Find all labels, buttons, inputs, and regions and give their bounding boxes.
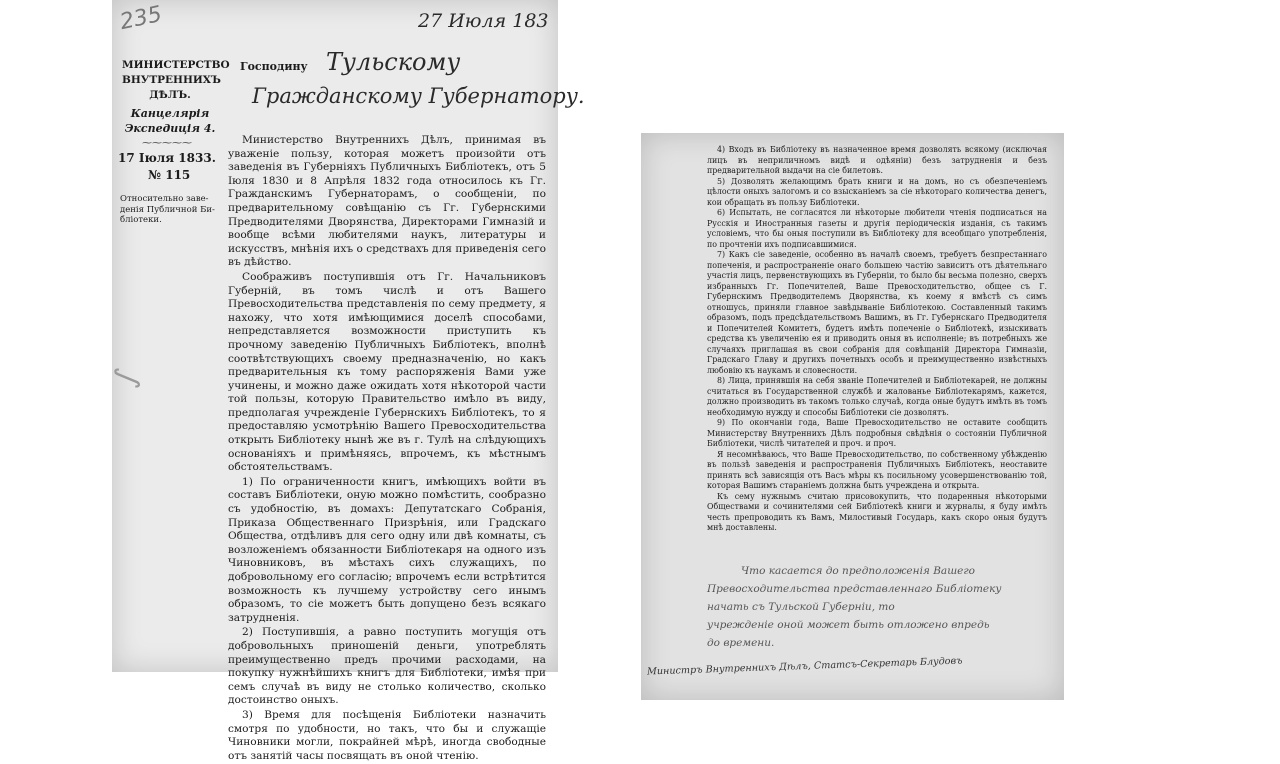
chancery-line: Канцелярія — [130, 107, 210, 120]
handwritten-date: 27 Июля 183 — [418, 10, 549, 32]
handwritten-note-line: Превосходительства представленнаго Библіотеку — [707, 583, 1002, 595]
subject-line: Относительно заве- — [120, 194, 209, 204]
letter-body-left — [228, 134, 546, 764]
paragraph: 7) Какъ сіе заведеніе, особенно въ началѣ своемъ, требуетъ безпрестаннаго попеченія, и распространеніе онаго большею частію зависитъ отъ дѣятельнаго участія лицъ, первенствующихъ въ Губерніи, то было бы весьма полезно, сверхъ избранныхъ Гг. Попечителей, Ваше Превосходительство, общее съ Г. Губернскимъ Предводителемъ Дворянства, къ коему я вмѣстѣ съ симъ отношусь, приняли главное завѣдываніе Библіотекою. Составленный такимъ образомъ, подъ предсѣдательствомъ Вашимъ, въ Гг. Губернскаго Предводителя и Попечителей Комитетъ, будетъ имѣть попеченіе о Библіотекѣ, изыскивать средства къ увеличенію ея и приводить оныя въ исполненіе; въ потребныхъ же случаяхъ приглашая въ свои собранія для совѣщаній Директора Гимназіи, Градскаго Главу и другихъ почетныхъ особъ и преимущественно извѣстныхъ любовію къ наукамъ и словесности. — [707, 250, 1047, 375]
ministry-header — [122, 58, 230, 103]
ministry-header-line: МИНИСТЕРСТВО — [122, 59, 230, 71]
document-date: 17 Іюля 1833. — [118, 151, 216, 165]
handwritten-note-line: начать съ Тульской Губерніи, то — [707, 601, 895, 613]
letter-body-right — [707, 145, 1047, 534]
pencil-margin-mark: ∫ — [106, 364, 145, 391]
paragraph: Я несомнѣваюсь, что Ваше Превосходительство, по собственному убѣжденію въ пользѣ заведенія и распространенія Публичныхъ Библіотекъ, неоставите принять всѣ зависящія отъ Васъ мѣры къ посильному усовершенствованію той, которая Вашимъ стараніемъ должна быть учреждена и открыта. — [707, 449, 1047, 490]
addressee-line-2: Гражданскому Губернатору. — [252, 84, 585, 108]
right-document-page — [641, 133, 1064, 700]
paragraph: 1) По ограниченности книгъ, имѣющихъ войти въ составъ Библіотеки, оную можно помѣстить, сообразно съ удобностію, въ домахъ: Депутатскаго Собранія, Приказа Общественнаго Призрѣнія, или Градскаго Общества, отдѣливъ для сего одну или двѣ комнаты, съ возложеніемъ обязанности Библіотекаря на одного изъ Чиновниковъ, въ мѣстахъ сихъ служащихъ, по добровольному его согласію; впрочемъ если встрѣтится возможность къ лучшему устройству сего инымъ образомъ, то сіе можетъ быть допущено безъ всякаго затрудненія. — [228, 475, 546, 624]
handwritten-note-line: учрежденіе оной может быть отложено впредь — [707, 619, 990, 631]
subject-note — [120, 194, 230, 226]
left-document-page — [106, 0, 585, 762]
chancery-label — [122, 106, 218, 136]
document-number: № 115 — [148, 168, 191, 182]
paragraph: Министерство Внутреннихъ Дѣлъ, принимая въ уваженіе пользу, которая можетъ произойти отъ заведенія въ Губерніяхъ Публичныхъ Библіотекъ, отъ 5 Іюля 1830 и 8 Апрѣля 1832 года относилось къ Гг. Гражданскимъ Губернаторамъ, о сообщеніи, по предварительному совѣщанію съ Гг. Губернскими Предводителями Дворянства, Директорами Гимназій и вообще всѣми любителями наукъ, литературы и искусствъ, мнѣнія ихъ о средствахъ для приведенія сего въ дѣйство. — [228, 134, 546, 269]
paragraph: 2) Поступившія, а равно поступить могущія отъ добровольныхъ приношеній деньги, употреблять преимущественно предъ прочими расходами, на покупку нужнѣйшихъ книгъ для Библіотеки, имѣя при семъ случаѣ въ виду не столько количество, сколько достоинство оныхъ. — [228, 626, 546, 707]
ministry-header-line: ВНУТРЕННИХЪ — [122, 74, 221, 86]
paragraph: Къ сему нужнымъ считаю присовокупить, что подаренныя нѣкоторыми Обществами и сочинителями сей Библіотекѣ книги и журналы, я буду имѣть честь препроводить къ Вамъ, Милостивый Государь, какъ скоро оныя будутъ мнѣ доставлены. — [707, 491, 1047, 532]
subject-line: денія Публичной Би- — [120, 204, 215, 215]
paragraph: 4) Входъ въ Библіотеку въ назначенное время дозволять всякому (исключая лицъ въ неприличномъ видѣ и одѣяніи) безъ затрудненія и безъ предварительной выдачи на сіе билетовъ. — [707, 145, 1047, 175]
ministry-header-line: ДѢЛЪ. — [149, 89, 191, 101]
handwritten-note-line: до времени. — [707, 637, 775, 649]
salutation: Господину — [240, 60, 308, 73]
chancery-line: Экспедиція 4. — [124, 122, 216, 135]
paragraph: 8) Лица, принявшія на себя званіе Попечителей и Библіотекарей, не должны считаться въ Государственной службѣ и жалованье Библіотекарямъ, кажется, должно производить въ такомъ только случаѣ, когда оные будутъ имѣть въ томъ необходимую нужду и способы Библіотеки сіе дозволятъ. — [707, 376, 1047, 417]
handwritten-note-line: Что касается до предположенія Вашего — [741, 565, 975, 577]
minister-signature: Министръ Внутреннихъ Дѣлъ, Статсъ-Секретарь Блудовъ — [646, 655, 963, 678]
paragraph: Соображивъ поступившія отъ Гг. Начальниковъ Губерній, въ томъ числѣ и отъ Вашего Превосходительства представленія по сему предмету, я нахожу, что хотя имѣющимися доселѣ способами, непредставляется возможности приступить къ прочному заведенію Публичныхъ Библіотекъ, вполнѣ соотвѣтствующихъ своему предназначенію, но какъ предварительныя къ тому распоряженія Вами уже учинены, и можно даже ожидать хотя нѣкоторой части той пользы, которую Правительство имѣло въ виду, предполагая учрежденіе Губернскихъ Библіотекъ, то я предоставляю усмотрѣнію Вашего Превосходительства открыть Библіотеку нынѣ же въ г. Тулѣ на слѣдующихъ основаніяхъ и примѣняясь, впрочемъ, къ мѣстнымъ обстоятельствамъ. — [228, 270, 546, 474]
pencil-page-number: 235 — [117, 1, 165, 36]
paragraph: 3) Время для посѣщенія Библіотеки назначить смотря по удобности, но такъ, что бы и служащіе Чиновники могли, покрайней мѣрѣ, иногда свободные отъ занятій часы посвящать въ оной чтенію. — [228, 708, 546, 762]
paragraph: 6) Испытать, не согласятся ли нѣкоторые любители чтенія подписаться на Русскія и Иностранныя газеты и другія періодическія изданія, съ такимъ условіемъ, что бы оныя поступили въ Библіотеку для всеобщаго употребленія, по прочтеніи ихъ подписавшимися. — [707, 208, 1047, 249]
paragraph: 9) По окончаніи года, Ваше Превосходительство не оставите сообщить Министерству Внутреннихъ Дѣлъ подробныя свѣдѣнія о состояніи Публичной Библіотеки, числѣ читателей и проч. и проч. — [707, 418, 1047, 448]
subject-line: бліотеки. — [120, 215, 162, 225]
addressee-line-1: Тульскому — [326, 48, 461, 76]
flourish-divider: ⁓⁓⁓⁓⁓ — [142, 138, 192, 149]
paragraph: 5) Дозволять желающимъ брать книги и на домъ, но съ обезпеченіемъ цѣлости оныхъ залогомъ и со взысканіемъ за сіе нѣкотораго количества денегъ, кои обращать въ пользу Библіотеки. — [707, 176, 1047, 207]
